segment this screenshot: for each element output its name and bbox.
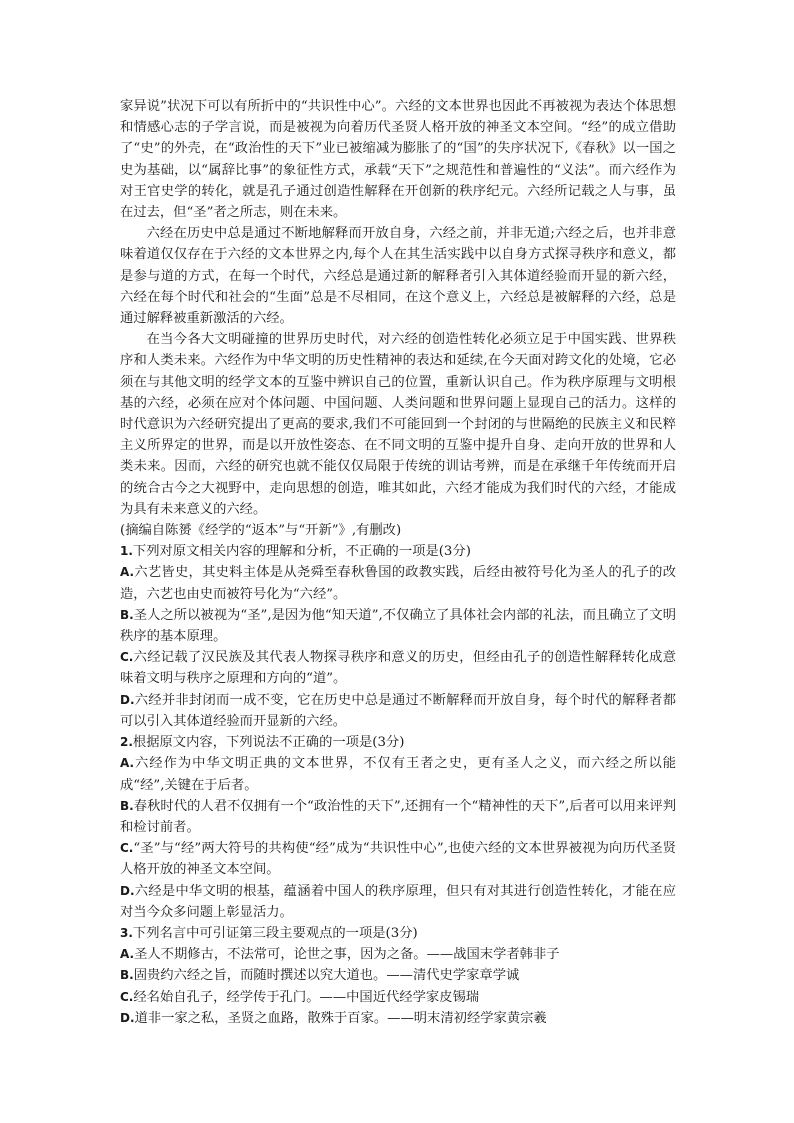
option-label: B. (120, 968, 134, 983)
question-number: 2. (120, 735, 133, 750)
option-text: 圣人之所以被视为“圣”,是因为他“知天道”,不仅确立了具体社会内部的礼法，而且确立了文明秩序的基本原理。 (120, 607, 676, 645)
option-d[interactable] (120, 690, 676, 732)
option-a[interactable] (120, 562, 676, 604)
question-number: 3. (120, 925, 133, 940)
passage-source: (摘编自陈赟《经学的“返本”与“开新”》,有删改) (120, 523, 402, 539)
option-label: D. (120, 1010, 135, 1025)
option-text: “圣”与“经”两大符号的共构使“经”成为“共识性中心”,也使六经的文本世界被视为向历代圣贤人格开放的神圣文本空间。 (120, 841, 676, 878)
option-text: 经名始自孔子，经学传于孔门。——中国近代经学家皮锡瑞 (133, 989, 480, 1005)
option-label: A. (120, 565, 135, 580)
option-label: C. (120, 989, 134, 1004)
question-1 (120, 541, 676, 732)
exam-page (120, 96, 676, 1029)
passage-paragraph-3: 在当今各大文明碰撞的世界历史时代，对六经的创造性转化必须立足于中国实践、世界秩序和人类未来。六经作为中华文明的历史性精神的表达和延续,在今天面对跨文化的处境，它必须在与其他文明的经学文本的互鉴中辨识自己的位置，重新认识自己。作为秩序原理与文明根基的六经，必须在应对个体问题、中国问题、人类问题和世界问题上显现自己的活力。这样的时代意识为六经研究提出了更高的要求,我们不可能回到一个封闭的与世隔绝的民族主义和民粹主义所界定的世界，而是以开放性姿态、在不同文明的互鉴中提升自身、走向开放的世界和人类未来。因而，六经的研究也就不能仅仅局限于传统的训诂考辨，而是在承继千年传统而开启的统合古今之大视野中，走向思想的创造，唯其如此，六经才能成为我们时代的六经，才能成为具有未来意义的六经。 (120, 332, 676, 517)
option-label: A. (120, 947, 135, 962)
question-text: 下列名言中可引证第三段主要观点的一项是(3分) (132, 925, 418, 941)
option-label: A. (120, 756, 135, 771)
option-label: C. (120, 650, 134, 665)
option-a[interactable] (120, 944, 676, 965)
option-label: B. (120, 798, 134, 813)
option-c[interactable] (120, 838, 676, 880)
option-text: 六经并非封闭而一成不变，它在历史中总是通过不断解释而开放自身，每个时代的解释者都可以引入其体道经验而开显新的六经。 (120, 692, 676, 729)
question-stem (120, 541, 676, 562)
option-text: 六经作为中华文明正典的文本世界，不仅有王者之史，更有圣人之义，而六经之所以能成“经”,关键在于后者。 (120, 756, 676, 793)
question-text: 下列对原文相关内容的理解和分析，不正确的一项是(3分) (132, 544, 471, 560)
option-text: 圣人不期修古，不法常可，论世之事，因为之备。——战国末学者韩非子 (134, 947, 560, 963)
option-label: B. (120, 607, 134, 622)
question-3 (120, 923, 676, 1029)
option-text: 春秋时代的人君不仅拥有一个“政治性的天下”,还拥有一个“精神性的天下”,后者可以用来评判和检讨前者。 (120, 798, 676, 835)
option-label: D. (120, 883, 135, 898)
option-label: D. (120, 692, 135, 707)
option-c[interactable] (120, 647, 676, 689)
option-text: 六经是中华文明的根基，蕴涵着中国人的秩序原理，但只有对其进行创造性转化，才能在应对当今众多问题上彰显活力。 (120, 883, 676, 920)
option-label: C. (120, 841, 134, 856)
question-stem (120, 732, 676, 753)
question-number: 1. (120, 544, 133, 559)
option-b[interactable] (120, 605, 676, 647)
option-d[interactable] (120, 881, 676, 923)
question-2 (120, 732, 676, 923)
passage-paragraph-2: 六经在历史中总是通过不断地解释而开放自身，六经之前，并非无道;六经之后，也并非意味着道仅仅存在于六经的文本世界之内,每个人在其生活实践中以自身方式探寻秩序和意义，都是参与道的方式，在每一个时代，六经总是通过新的解释者引入其体道经验而开显的新六经，六经在每个时代和社会的“生面”总是不尽相同，在这个意义上，六经总是被解释的六经，总是通过解释被重新激活的六经。 (120, 226, 676, 327)
option-d[interactable] (120, 1008, 676, 1029)
option-b[interactable] (120, 965, 676, 986)
question-stem (120, 923, 676, 944)
option-c[interactable] (120, 987, 676, 1008)
passage-paragraph-1: 家异说”状况下可以有所折中的“共识性中心”。六经的文本世界也因此不再被视为表达个体思想和情感心志的子学言说，而是被视为向着历代圣贤人格开放的神圣文本空间。“经”的成立借助了“史”的外壳，在“政治性的天下”业已被缩减为膨胀了的“国”的失序状况下,《春秋》以一国之史为基础，以“属辞比事”的象征性方式，承载“天下”之规范性和普遍性的“义法”。而六经作为对王官史学的转化，就是孔子通过创造性解释在开创新的秩序纪元。六经所记载之人与事，虽在过去，但“圣”者之所志，则在未来。 (120, 99, 676, 221)
option-text: 道非一家之私，圣贤之血路，散殊于百家。——明末清初经学家黄宗羲 (134, 1010, 547, 1026)
option-text: 固贵约六经之旨，而随时撰述以究大道也。——清代史学家章学诚 (133, 968, 520, 984)
option-a[interactable] (120, 753, 676, 795)
question-text: 根据原文内容，下列说法不正确的一项是(3分) (132, 735, 405, 751)
option-text: 六经记载了汉民族及其代表人物探寻秩序和意义的历史，但经由孔子的创造性解释转化成意味着文明与秩序之原理和方向的“道”。 (120, 650, 676, 687)
option-text: 六艺皆史，其史料主体是从尧舜至春秋鲁国的政教实践，后经由被符号化为圣人的孔子的改造，六艺也由史而被符号化为“六经”。 (120, 565, 676, 602)
option-b[interactable] (120, 796, 676, 838)
